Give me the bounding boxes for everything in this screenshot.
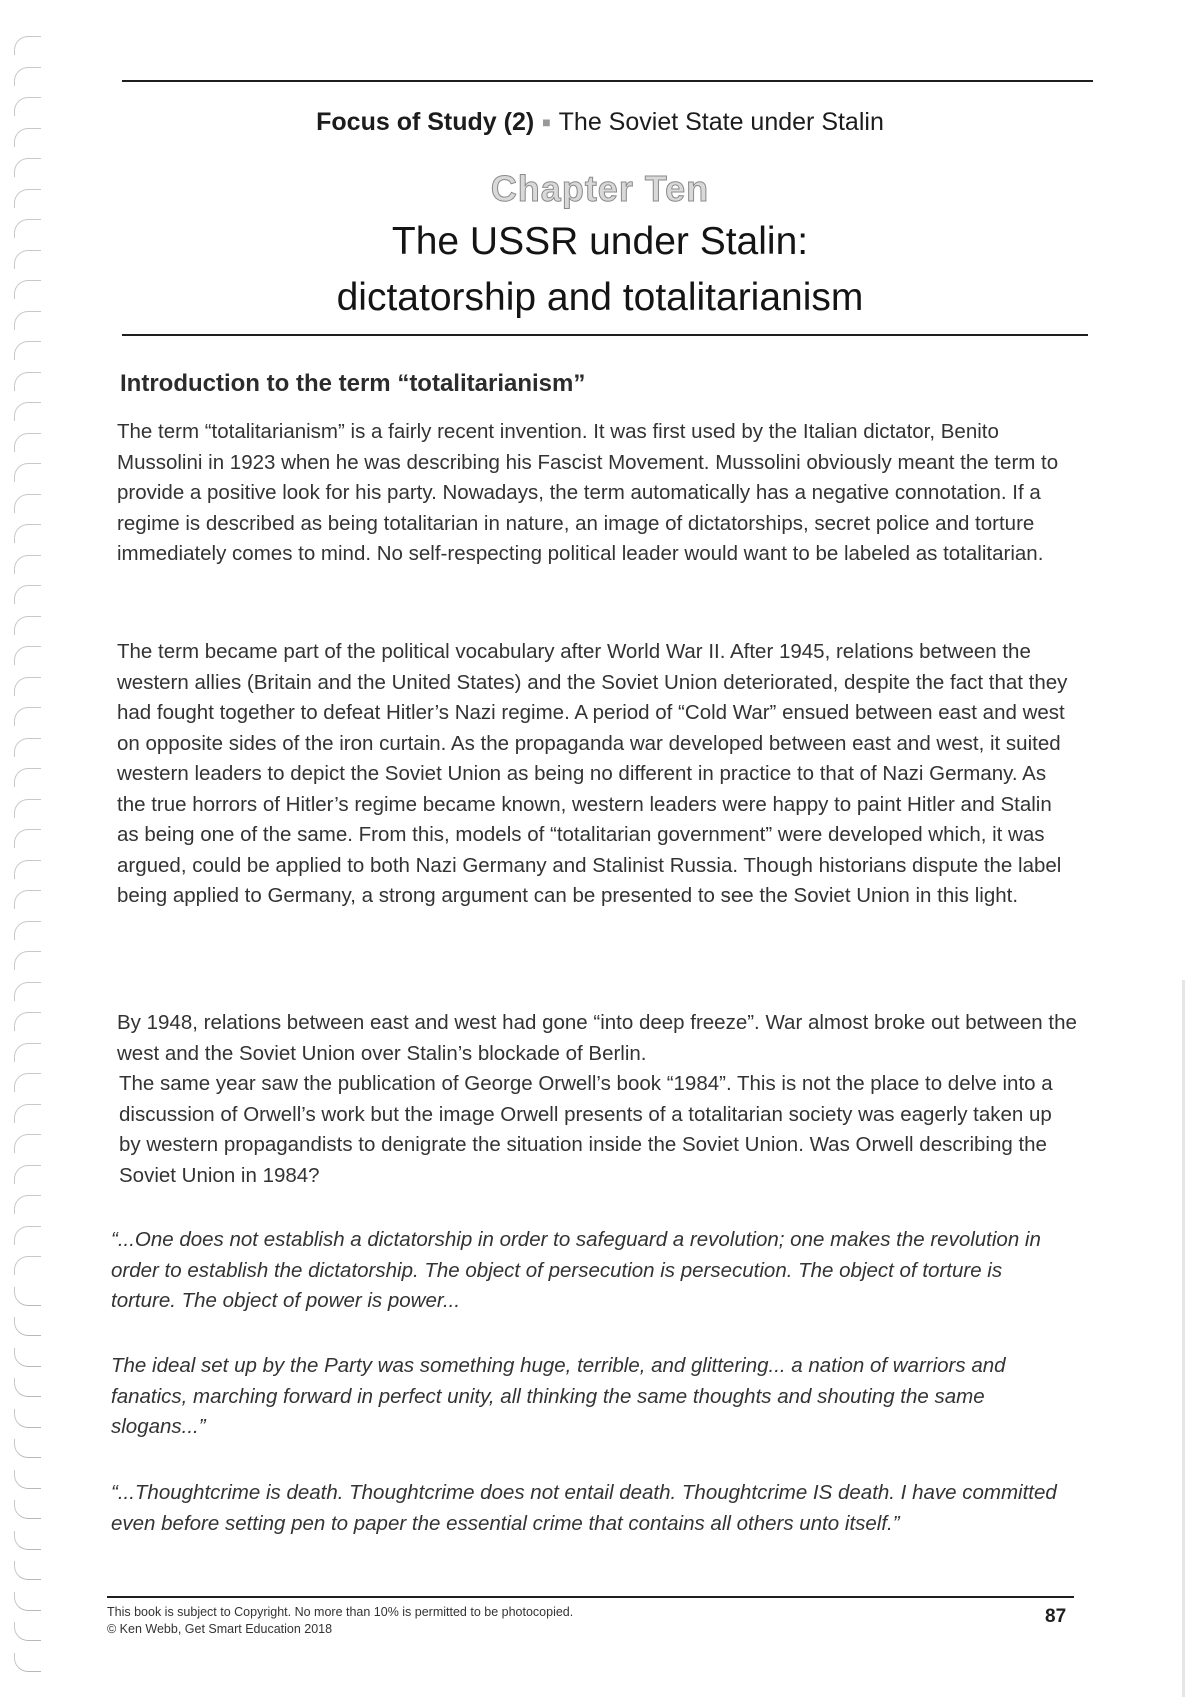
quote-2: The ideal set up by the Party was something huge, terrible, and glittering... a nation of warriors and fanatics, marching forward in perfect unity, all thinking the same thoughts and shouting the same slogans...”: [111, 1354, 1006, 1438]
binding-ring: [14, 1592, 41, 1611]
binding-ring: [14, 1012, 41, 1031]
binding-ring: [14, 738, 41, 757]
top-rule: [122, 80, 1093, 82]
binding-ring: [14, 585, 41, 604]
binding-ring: [14, 1195, 41, 1214]
quote-3: “...Thoughtcrime is death. Thoughtcrime does not entail death. Thoughtcrime IS death. I have committed even before setting pen to paper the essential crime that contains all others unto itself.”: [111, 1481, 1057, 1535]
title-rule: [122, 334, 1088, 336]
running-header: [0, 108, 1200, 137]
binding-ring: [14, 1134, 41, 1153]
chapter-title-line-2: dictatorship and totalitarianism: [336, 276, 864, 319]
copyright-line-1: This book is subject to Copyright. No more than 10% is permitted to be photocopied.: [107, 1605, 574, 1619]
header-separator: ■: [542, 114, 551, 130]
chapter-label: Chapter Ten: [490, 168, 710, 209]
paragraph-1: The term “totalitarianism” is a fairly recent invention. It was first used by the Italian dictator, Benito Mussolini in 1923 when he was describing his Fascist Movement. Mussolini obviously meant the term to provide a positive look for his party. Nowadays, the term automatically has a negative connotation. If a regime is described as being totalitarian in nature, an image of dictatorships, secret police and torture immediately comes to mind. No self-respecting political leader would want to be labeled as totalitarian.: [117, 420, 1059, 565]
binding-ring: [14, 1348, 41, 1367]
binding-ring: [14, 982, 41, 1001]
binding-ring: [14, 372, 41, 391]
binding-ring: [14, 799, 41, 818]
section-heading: Introduction to the term “totalitarianism”: [120, 370, 586, 397]
binding-ring: [14, 890, 41, 909]
binding-ring: [14, 707, 41, 726]
binding-ring: [14, 646, 41, 665]
copyright-line-2: © Ken Webb, Get Smart Education 2018: [107, 1622, 333, 1636]
binding-ring: [14, 1561, 41, 1580]
binding-ring: [14, 67, 41, 86]
binding-ring: [14, 463, 41, 482]
chapter-title: [0, 214, 1200, 326]
paragraph-4: The same year saw the publication of George Orwell’s book “1984”. This is not the place to delve into a discussion of Orwell’s work but the image Orwell presents of a totalitarian society was eagerly taken up by western propagandists to denigrate the situation inside the Soviet Union. Was Orwell describing the Soviet Union in 1984?: [119, 1072, 1053, 1187]
binding-ring: [14, 1439, 41, 1458]
binding-ring: [14, 1653, 41, 1672]
binding-ring: [14, 1317, 41, 1336]
binding-ring: [14, 616, 41, 635]
header-section-number: Focus of Study (2): [316, 108, 535, 136]
binding-ring: [14, 1104, 41, 1123]
binding-ring: [14, 1409, 41, 1428]
binding-ring: [14, 1622, 41, 1641]
quote-1: “...One does not establish a dictatorship in order to safeguard a revolution; one makes the revolution in order to establish the dictatorship. The object of persecution is persecution. The object of torture is torture. The object of power is power...: [111, 1228, 1041, 1312]
binding-ring: [14, 951, 41, 970]
binding-ring: [14, 402, 41, 421]
binding-ring: [14, 555, 41, 574]
header-section-title: The Soviet State under Stalin: [558, 108, 884, 136]
chapter-title-line-1: The USSR under Stalin:: [391, 220, 809, 263]
binding-ring: [14, 1226, 41, 1245]
binding-ring: [14, 494, 41, 513]
binding-ring: [14, 1073, 41, 1092]
binding-ring: [14, 524, 41, 543]
binding-ring: [14, 433, 41, 452]
binding-ring: [14, 1500, 41, 1519]
binding-ring: [14, 921, 41, 940]
binding-ring: [14, 341, 41, 360]
binding-ring: [14, 768, 41, 787]
binding-ring: [14, 1165, 41, 1184]
copyright-notice: [107, 1604, 573, 1638]
binding-ring: [14, 829, 41, 848]
paragraph-3: By 1948, relations between east and west had gone “into deep freeze”. War almost broke out between the west and the Soviet Union over Stalin’s blockade of Berlin.: [117, 1011, 1077, 1065]
binding-ring: [14, 1287, 41, 1306]
binding-ring: [14, 1378, 41, 1397]
footer-rule: [107, 1596, 1074, 1598]
binding-ring: [14, 860, 41, 879]
binding-ring: [14, 1470, 41, 1489]
page-number: 87: [1045, 1606, 1067, 1627]
binding-ring: [14, 1531, 41, 1550]
binding-ring: [14, 677, 41, 696]
binding-ring: [14, 36, 41, 55]
page-edge-shadow: [1182, 980, 1185, 1697]
paragraph-2: The term became part of the political vocabulary after World War II. After 1945, relations between the western allies (Britain and the United States) and the Soviet Union deteriorated, despite the fact that they had fought together to defeat Hitler’s Nazi regime. A period of “Cold War” ensued between east and west on opposite sides of the iron curtain. As the propaganda war developed between east and west, it suited western leaders to depict the Soviet Union as being no different in practice to that of Nazi Germany. As the true horrors of Hitler’s regime became known, western leaders were happy to paint Hitler and Stalin as being one of the same. From this, models of “totalitarian government” were developed which, it was argued, could be applied to both Nazi Germany and Stalinist Russia. Though historians dispute the label being applied to Germany, a strong argument can be presented to see the Soviet Union in this light.: [117, 640, 1068, 907]
binding-ring: [14, 1256, 41, 1275]
binding-ring: [14, 1043, 41, 1062]
